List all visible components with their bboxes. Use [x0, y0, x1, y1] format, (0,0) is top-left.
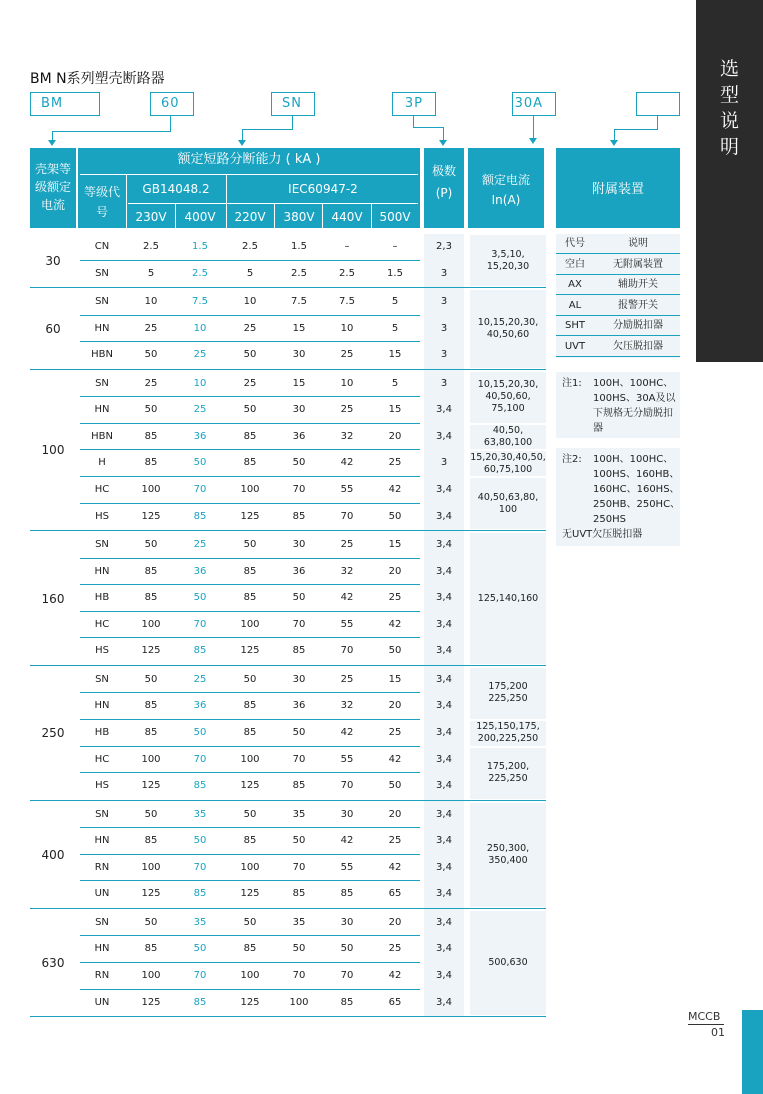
- breaking-value: 85: [144, 565, 158, 577]
- poles-value: 3,4: [436, 510, 452, 522]
- breaking-value: 100: [141, 753, 161, 765]
- header-rated-current: 额定电流In(A): [481, 173, 530, 207]
- breaking-value: 2.5: [192, 267, 208, 279]
- accessory-code: UVT: [564, 341, 586, 352]
- rated-current-cell: 15,20,30,40,50, 60,75,100: [470, 451, 546, 475]
- rated-current-cell: 125,150,175, 200,225,250: [470, 721, 546, 746]
- grade-code: HN: [94, 565, 110, 577]
- poles-value: 3,4: [436, 753, 452, 765]
- code-frame-current: 60: [150, 92, 194, 116]
- breaking-value: 32: [340, 565, 354, 577]
- breaking-value: 85: [243, 727, 257, 738]
- poles-value: 3,4: [436, 835, 452, 847]
- breaking-value: 70: [292, 484, 306, 495]
- header-500v: 500V: [379, 210, 411, 224]
- breaking-value: 85: [243, 700, 257, 712]
- breaking-value: 25: [388, 943, 402, 955]
- grade-code: SN: [95, 296, 109, 307]
- page-number: 01: [711, 1026, 725, 1039]
- breaking-value: 2.5: [339, 267, 355, 279]
- breaking-value: 85: [243, 565, 257, 577]
- accessory-code: AX: [568, 279, 582, 290]
- breaking-value: 32: [340, 430, 354, 442]
- footer-divider: [688, 1024, 724, 1025]
- breaking-value: 125: [141, 510, 161, 522]
- header-400v: 400V: [184, 210, 216, 224]
- grade-code: HS: [95, 510, 109, 522]
- breaking-value: 20: [388, 916, 402, 928]
- breaking-value: 85: [193, 510, 207, 522]
- breaking-value: 42: [388, 861, 402, 873]
- accessory-desc: 分励脱扣器: [613, 320, 663, 331]
- breaking-value: 1.5: [192, 241, 208, 252]
- breaking-value: 25: [193, 404, 207, 416]
- header-grade: 等级代号: [83, 185, 120, 219]
- breaking-value: 70: [193, 753, 207, 765]
- grade-code: H: [98, 457, 106, 469]
- breaking-value: 25: [388, 457, 402, 469]
- code-frame-series: BM: [30, 92, 100, 116]
- breaking-value: 50: [243, 673, 257, 685]
- breaking-value: 85: [144, 457, 158, 469]
- grade-code: HN: [94, 322, 110, 334]
- breaking-value: 50: [243, 808, 257, 820]
- header-gb: GB14048.2: [142, 182, 210, 196]
- breaking-value: 25: [243, 322, 257, 334]
- breaking-value: 50: [292, 592, 306, 604]
- breaking-value: 50: [243, 349, 257, 361]
- grade-code: RN: [94, 861, 110, 873]
- breaking-value: 5: [391, 322, 399, 334]
- rated-current-cell: 10,15,20,30, 40,50,60, 75,100: [470, 372, 546, 423]
- grade-code: SN: [95, 808, 109, 820]
- breaking-value: 36: [292, 430, 306, 442]
- rated-current-cell: 175,200, 225,250: [470, 748, 546, 799]
- breaking-value: 65: [388, 888, 402, 900]
- breaking-value: 10: [340, 322, 354, 334]
- breaking-value: 50: [144, 673, 158, 685]
- breaking-value: 25: [388, 592, 402, 604]
- breaking-value: 85: [144, 700, 158, 712]
- breaking-value: 15: [388, 539, 402, 550]
- breaking-value: 85: [193, 780, 207, 792]
- breaking-value: 5: [246, 267, 254, 279]
- frame-current: 250: [41, 726, 65, 741]
- poles-value: 3,4: [436, 539, 452, 550]
- accessory-code: 空白: [565, 259, 585, 270]
- header-380v: 380V: [283, 210, 315, 224]
- breaking-value: 50: [193, 943, 207, 955]
- breaking-value: 125: [240, 645, 260, 657]
- group-divider: [30, 1016, 546, 1017]
- breaking-value: 85: [144, 943, 158, 955]
- poles-value: 3,4: [436, 430, 452, 442]
- breaking-value: 70: [292, 970, 306, 981]
- breaking-value: 70: [292, 618, 306, 630]
- frame-current: 100: [41, 443, 65, 458]
- code-accessory: [636, 92, 680, 116]
- accessory-head-desc: 说明: [628, 238, 648, 249]
- breaking-value: 42: [340, 835, 354, 847]
- accessory-desc: 欠压脱扣器: [613, 341, 663, 352]
- breaking-value: 25: [340, 539, 354, 550]
- breaking-value: 36: [193, 700, 207, 712]
- breaking-value: 85: [340, 888, 354, 900]
- poles-value: 3,4: [436, 645, 452, 657]
- breaking-value: 36: [193, 430, 207, 442]
- breaking-value: 100: [240, 753, 260, 765]
- breaking-value: 50: [144, 539, 158, 550]
- breaking-value: 85: [144, 592, 158, 604]
- breaking-value: 50: [193, 835, 207, 847]
- breaking-value: 125: [240, 510, 260, 522]
- rated-current-cell: 40,50, 63,80,100: [470, 425, 546, 450]
- poles-value: 3: [440, 322, 448, 334]
- accessory-code: AL: [568, 300, 582, 311]
- poles-value: 3,4: [436, 888, 452, 900]
- breaking-value: 125: [141, 996, 161, 1008]
- poles-value: 3,4: [436, 404, 452, 416]
- breaking-value: 85: [340, 996, 354, 1008]
- breaking-value: 2.5: [143, 241, 159, 252]
- breaking-value: 7.5: [192, 296, 208, 307]
- breaking-value: 1.5: [291, 241, 307, 252]
- grade-code: CN: [94, 241, 110, 252]
- breaking-value: 10: [193, 322, 207, 334]
- breaking-value: 50: [292, 727, 306, 738]
- breaking-value: 42: [340, 727, 354, 738]
- breaking-value: 125: [141, 645, 161, 657]
- note2-label: 注2:: [562, 454, 582, 465]
- poles-value: 3: [440, 377, 448, 389]
- poles-value: 3,4: [436, 808, 452, 820]
- breaking-value: 25: [340, 404, 354, 416]
- breaking-value: 70: [292, 753, 306, 765]
- accessory-code: SHT: [565, 320, 585, 331]
- grade-code: HBN: [91, 349, 113, 361]
- grade-code: HN: [94, 835, 110, 847]
- accessory-desc: 无附属装置: [613, 259, 663, 270]
- breaking-value: 10: [243, 296, 257, 307]
- breaking-value: 15: [388, 349, 402, 361]
- breaking-value: 42: [340, 592, 354, 604]
- breaking-value: 100: [240, 484, 260, 495]
- breaking-value: 36: [292, 565, 306, 577]
- poles-value: 3,4: [436, 565, 452, 577]
- breaking-value: 100: [289, 996, 309, 1008]
- breaking-value: 125: [240, 996, 260, 1008]
- note2-last: 无UVT欠压脱扣器: [562, 529, 643, 540]
- breaking-value: 100: [141, 618, 161, 630]
- breaking-value: 5: [391, 296, 399, 307]
- breaking-value: 42: [388, 618, 402, 630]
- breaking-value: 20: [388, 700, 402, 712]
- page-title: BM N系列塑壳断路器: [30, 71, 165, 87]
- breaking-value: 100: [240, 970, 260, 981]
- breaking-value: 35: [193, 916, 207, 928]
- breaking-value: 70: [340, 645, 354, 657]
- breaking-value: 85: [144, 430, 158, 442]
- breaking-value: 5: [391, 377, 399, 389]
- rated-current-cell: 500,630: [470, 911, 546, 1015]
- breaking-value: 70: [193, 484, 207, 495]
- breaking-value: 125: [141, 780, 161, 792]
- code-poles: 3P: [392, 92, 436, 116]
- breaking-value: 85: [243, 835, 257, 847]
- grade-code: HB: [94, 592, 110, 604]
- breaking-value: 25: [340, 673, 354, 685]
- grade-code: SN: [95, 377, 109, 389]
- breaking-value: 50: [243, 404, 257, 416]
- breaking-value: 15: [292, 377, 306, 389]
- breaking-value: 7.5: [291, 296, 307, 307]
- breaking-value: 2.5: [242, 241, 258, 252]
- breaking-value: 25: [243, 377, 257, 389]
- breaking-value: 85: [193, 996, 207, 1008]
- code-grade: SN: [271, 92, 315, 116]
- breaking-value: 42: [388, 753, 402, 765]
- breaking-value: 55: [340, 861, 354, 873]
- grade-code: HB: [94, 727, 110, 738]
- breaking-value: 50: [193, 592, 207, 604]
- poles-value: 3,4: [436, 916, 452, 928]
- rated-current-cell: 250,300, 350,400: [470, 803, 546, 907]
- breaking-value: 35: [292, 808, 306, 820]
- breaking-value: 85: [144, 727, 158, 738]
- poles-value: 3: [440, 296, 448, 307]
- breaking-value: 65: [388, 996, 402, 1008]
- breaking-value: 30: [292, 673, 306, 685]
- rated-current-cell: 40,50,63,80, 100: [470, 478, 546, 529]
- header-220v: 220V: [234, 210, 266, 224]
- grade-code: HC: [94, 753, 110, 765]
- breaking-value: 125: [240, 780, 260, 792]
- breaking-value: 55: [340, 618, 354, 630]
- rated-current-cell: 175,200 225,250: [470, 668, 546, 719]
- breaking-value: 100: [240, 618, 260, 630]
- breaking-value: 20: [388, 430, 402, 442]
- breaking-value: 42: [340, 457, 354, 469]
- breaking-value: 30: [292, 404, 306, 416]
- breaking-value: 25: [340, 349, 354, 361]
- poles-value: 3,4: [436, 943, 452, 955]
- breaking-value: 50: [292, 457, 306, 469]
- breaking-value: 2.5: [291, 267, 307, 279]
- breaking-value: 50: [144, 808, 158, 820]
- header-poles: 极数(P): [431, 164, 456, 200]
- accessory-desc: 报警开关: [618, 300, 658, 311]
- breaking-value: 100: [141, 970, 161, 981]
- breaking-value: 50: [193, 457, 207, 469]
- breaking-value: 25: [388, 727, 402, 738]
- breaking-value: 25: [193, 673, 207, 685]
- breaking-value: 7.5: [339, 296, 355, 307]
- breaking-value: 15: [292, 322, 306, 334]
- note1-label: 注1:: [562, 378, 582, 389]
- breaking-value: 50: [388, 645, 402, 657]
- grade-code: UN: [94, 888, 110, 900]
- breaking-value: 55: [340, 753, 354, 765]
- breaking-value: 25: [144, 377, 158, 389]
- breaking-value: 85: [193, 645, 207, 657]
- poles-value: 3,4: [436, 673, 452, 685]
- header-230v: 230V: [135, 210, 167, 224]
- breaking-value: 30: [292, 349, 306, 361]
- frame-current: 30: [45, 253, 61, 268]
- note2-text: 100H、100HC、 100HS、160HB、 160HC、160HS、 250HB、250HC、 250HS: [593, 454, 681, 525]
- header-breaking-capacity: 额定短路分断能力 ( kA ): [177, 152, 321, 167]
- code-rated-current: 30A: [512, 92, 556, 116]
- breaking-value: 10: [193, 377, 207, 389]
- breaking-value: 100: [240, 861, 260, 873]
- rated-current-cell: 3,5,10, 15,20,30: [470, 235, 546, 286]
- poles-value: 3: [440, 349, 448, 361]
- breaking-value: 85: [292, 510, 306, 522]
- frame-current: 630: [41, 956, 65, 970]
- breaking-value: 85: [193, 888, 207, 900]
- breaking-value: 70: [193, 861, 207, 873]
- breaking-value: 125: [141, 888, 161, 900]
- breaking-value: 85: [292, 888, 306, 900]
- breaking-value: 20: [388, 565, 402, 577]
- frame-current: 60: [45, 321, 61, 336]
- poles-value: 3,4: [436, 996, 452, 1008]
- breaking-value: 85: [243, 592, 257, 604]
- poles-value: 3,4: [436, 484, 452, 495]
- grade-code: SN: [95, 673, 109, 685]
- grade-code: RN: [94, 970, 110, 981]
- breaking-value: 10: [144, 296, 158, 307]
- poles-value: 3,4: [436, 780, 452, 792]
- breaking-value: 85: [144, 835, 158, 847]
- breaking-value: –: [344, 241, 350, 252]
- breaking-value: 20: [388, 808, 402, 820]
- grade-code: HC: [94, 484, 110, 495]
- grade-code: HN: [94, 943, 110, 955]
- breaking-value: 10: [340, 377, 354, 389]
- breaking-value: 50: [388, 780, 402, 792]
- grade-code: HN: [94, 404, 110, 416]
- grade-code: SN: [95, 267, 109, 279]
- side-title: 选 型 说 明: [719, 58, 739, 158]
- footer-label: MCCB: [688, 1010, 721, 1023]
- poles-value: 3: [440, 267, 448, 279]
- breaking-value: 85: [292, 645, 306, 657]
- breaking-value: –: [392, 241, 398, 252]
- breaking-value: 100: [141, 484, 161, 495]
- breaking-value: 50: [340, 943, 354, 955]
- header-iec: IEC60947-2: [288, 182, 358, 196]
- breaking-value: 70: [340, 780, 354, 792]
- breaking-value: 50: [193, 727, 207, 738]
- breaking-value: 36: [292, 700, 306, 712]
- breaking-value: 36: [193, 565, 207, 577]
- breaking-value: 50: [144, 404, 158, 416]
- note1-text: 100H、100HC、 100HS、30A及以 下规格无分励脱扣 器: [593, 378, 676, 434]
- poles-value: 3,4: [436, 861, 452, 873]
- breaking-value: 35: [292, 916, 306, 928]
- poles-value: 3,4: [436, 700, 452, 712]
- grade-code: SN: [95, 539, 109, 550]
- breaking-value: 25: [388, 835, 402, 847]
- breaking-value: 85: [243, 430, 257, 442]
- poles-value: 3,4: [436, 592, 452, 604]
- breaking-value: 5: [147, 267, 155, 279]
- breaking-value: 35: [193, 808, 207, 820]
- frame-current: 400: [41, 847, 65, 862]
- rated-current-cell: 125,140,160: [470, 533, 546, 664]
- breaking-value: 30: [340, 808, 354, 820]
- breaking-value: 30: [340, 916, 354, 928]
- breaking-value: 1.5: [387, 267, 403, 279]
- breaking-value: 50: [292, 835, 306, 847]
- breaking-value: 25: [193, 539, 207, 550]
- breaking-value: 25: [193, 349, 207, 361]
- grade-code: UN: [94, 996, 110, 1008]
- breaking-value: 70: [193, 618, 207, 630]
- grade-code: SN: [95, 916, 109, 928]
- breaking-value: 85: [243, 457, 257, 469]
- breaking-value: 125: [240, 888, 260, 900]
- poles-value: 3,4: [436, 618, 452, 630]
- header-accessory: 附属装置: [591, 182, 644, 197]
- poles-value: 3,4: [436, 970, 452, 981]
- grade-code: HS: [95, 780, 109, 792]
- breaking-value: 70: [292, 861, 306, 873]
- footer-accent-bar: [742, 1010, 763, 1094]
- breaking-value: 42: [388, 484, 402, 495]
- grade-code: HC: [94, 618, 110, 630]
- breaking-value: 42: [388, 970, 402, 981]
- breaking-value: 50: [144, 916, 158, 928]
- breaking-value: 55: [340, 484, 354, 495]
- breaking-value: 70: [193, 970, 207, 981]
- header-440v: 440V: [331, 210, 363, 224]
- breaking-value: 70: [340, 970, 354, 981]
- side-tab: [696, 0, 763, 362]
- breaking-value: 100: [141, 861, 161, 873]
- breaking-value: 85: [292, 780, 306, 792]
- breaking-value: 15: [388, 673, 402, 685]
- breaking-value: 32: [340, 700, 354, 712]
- grade-code: HS: [95, 645, 109, 657]
- breaking-value: 25: [144, 322, 158, 334]
- breaking-value: 70: [340, 510, 354, 522]
- frame-current: 160: [41, 591, 65, 606]
- breaking-value: 50: [292, 943, 306, 955]
- poles-value: 2,3: [436, 241, 452, 252]
- breaking-value: 50: [243, 539, 257, 550]
- breaking-value: 15: [388, 404, 402, 416]
- grade-code: HN: [94, 700, 110, 712]
- breaking-value: 50: [144, 349, 158, 361]
- accessory-head-code: 代号: [565, 238, 585, 249]
- accessory-desc: 辅助开关: [618, 279, 658, 290]
- rated-current-cell: 10,15,20,30, 40,50,60: [470, 290, 546, 368]
- poles-value: 3,4: [436, 727, 452, 738]
- breaking-value: 85: [243, 943, 257, 955]
- poles-value: 3: [440, 457, 448, 469]
- breaking-value: 50: [388, 510, 402, 522]
- breaking-value: 30: [292, 539, 306, 550]
- header-frame: 壳架等级额定电流: [34, 162, 71, 212]
- grade-code: HBN: [91, 430, 113, 442]
- breaking-value: 50: [243, 916, 257, 928]
